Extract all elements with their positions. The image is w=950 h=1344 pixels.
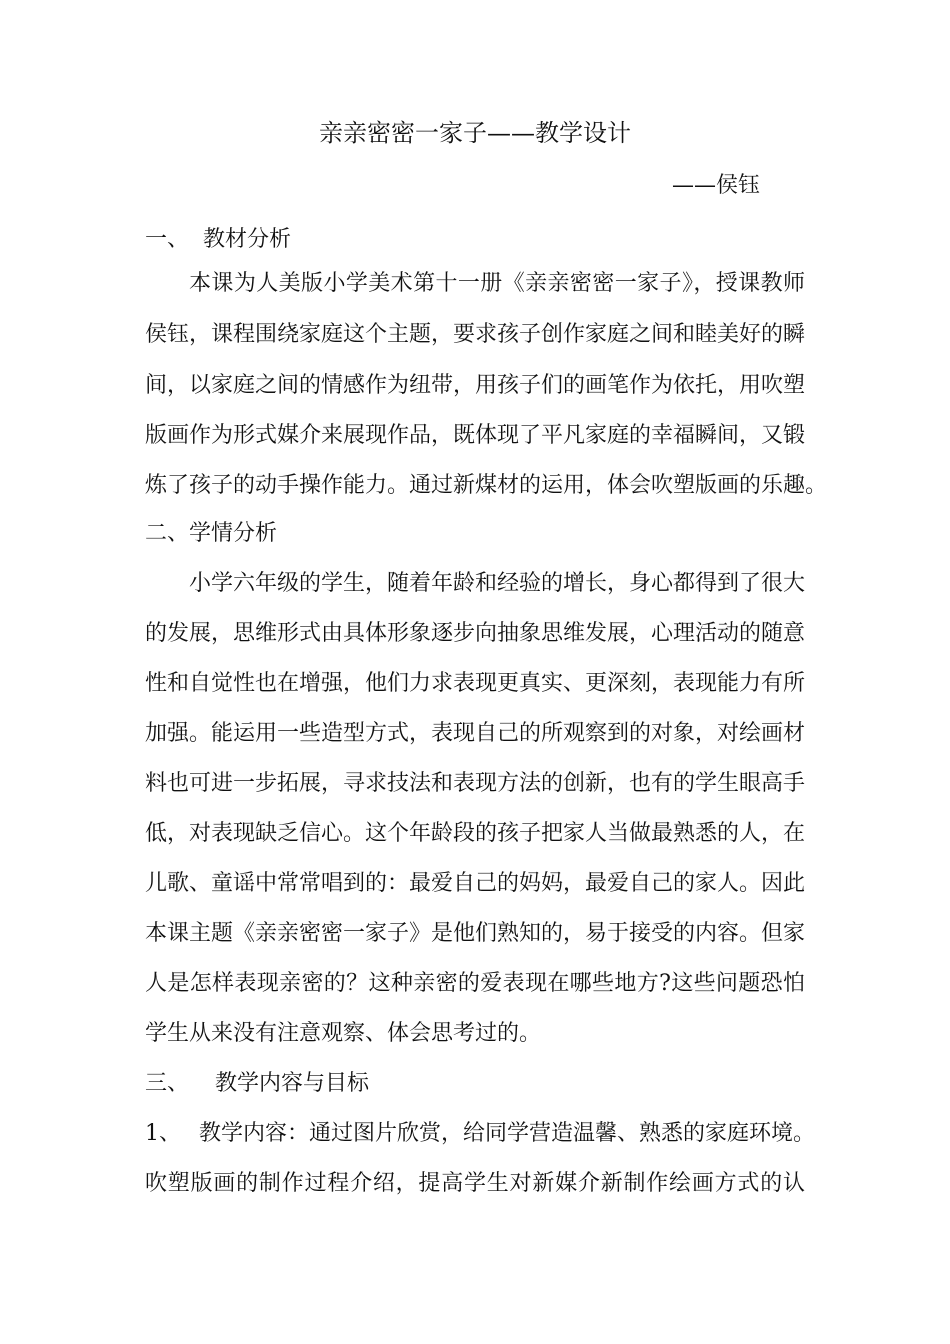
paragraph-line: 本课为人美版小学美术第十一册《亲亲密密一家子》，授课教师	[189, 271, 805, 296]
document-author: ——侯钰	[672, 173, 761, 198]
paragraph-line: 版画作为形式媒介来展现作品，既体现了平凡家庭的幸福瞬间，又锻	[145, 423, 806, 448]
paragraph-line: 料也可进一步拓展，寻求技法和表现方法的创新，也有的学生眼高手	[145, 771, 806, 796]
paragraph-line: 性和自觉性也在增强，他们力求表现更真实、更深刻，表现能力有所	[145, 671, 806, 696]
paragraph-line: 炼了孩子的动手操作能力。通过新煤材的运用，体会吹塑版画的乐趣。	[145, 473, 828, 498]
list-item	[145, 1116, 815, 1152]
section-number: 一、	[145, 227, 190, 252]
section-number: 三、	[145, 1071, 190, 1096]
paragraph-line: 儿歌、童谣中常常唱到的：最爱自己的妈妈，最爱自己的家人。因此	[145, 871, 806, 896]
paragraph-line: 小学六年级的学生，随着年龄和经验的增长，身心都得到了很大	[189, 571, 806, 596]
section-heading-3	[145, 1066, 369, 1102]
paragraph-line: 人是怎样表现亲密的？这种亲密的爱表现在哪些地方?这些问题恐怕	[145, 971, 805, 996]
paragraph-line: 侯钰，课程围绕家庭这个主题，要求孩子创作家庭之间和睦美好的瞬	[145, 322, 806, 347]
document-title: 亲亲密密一家子——教学设计	[319, 119, 631, 147]
paragraph-line: 间，以家庭之间的情感作为纽带，用孩子们的画笔作为依托，用吹塑	[145, 373, 806, 398]
section-heading-1	[145, 222, 291, 258]
paragraph-line: 加强。能运用一些造型方式，表现自己的所观察到的对象，对绘画材	[145, 721, 806, 746]
list-number: 1、	[145, 1121, 181, 1146]
section-title: 教学内容与目标	[215, 1071, 370, 1096]
section-heading-2: 二、学情分析	[145, 521, 278, 546]
section-title: 教材分析	[203, 227, 292, 252]
paragraph-line: 本课主题《亲亲密密一家子》是他们熟知的，易于接受的内容。但家	[145, 921, 806, 946]
paragraph-line: 学生从来没有注意观察、体会思考过的。	[145, 1021, 542, 1046]
paragraph-line: 吹塑版画的制作过程介绍，提高学生对新媒介新制作绘画方式的认	[145, 1171, 805, 1196]
paragraph-line: 的发展，思维形式由具体形象逐步向抽象思维发展，心理活动的随意	[145, 621, 806, 646]
list-item-text: 教学内容：通过图片欣赏，给同学营造温馨、熟悉的家庭环境。	[199, 1121, 816, 1146]
paragraph-line: 低，对表现缺乏信心。这个年龄段的孩子把家人当做最熟悉的人，在	[145, 821, 806, 846]
